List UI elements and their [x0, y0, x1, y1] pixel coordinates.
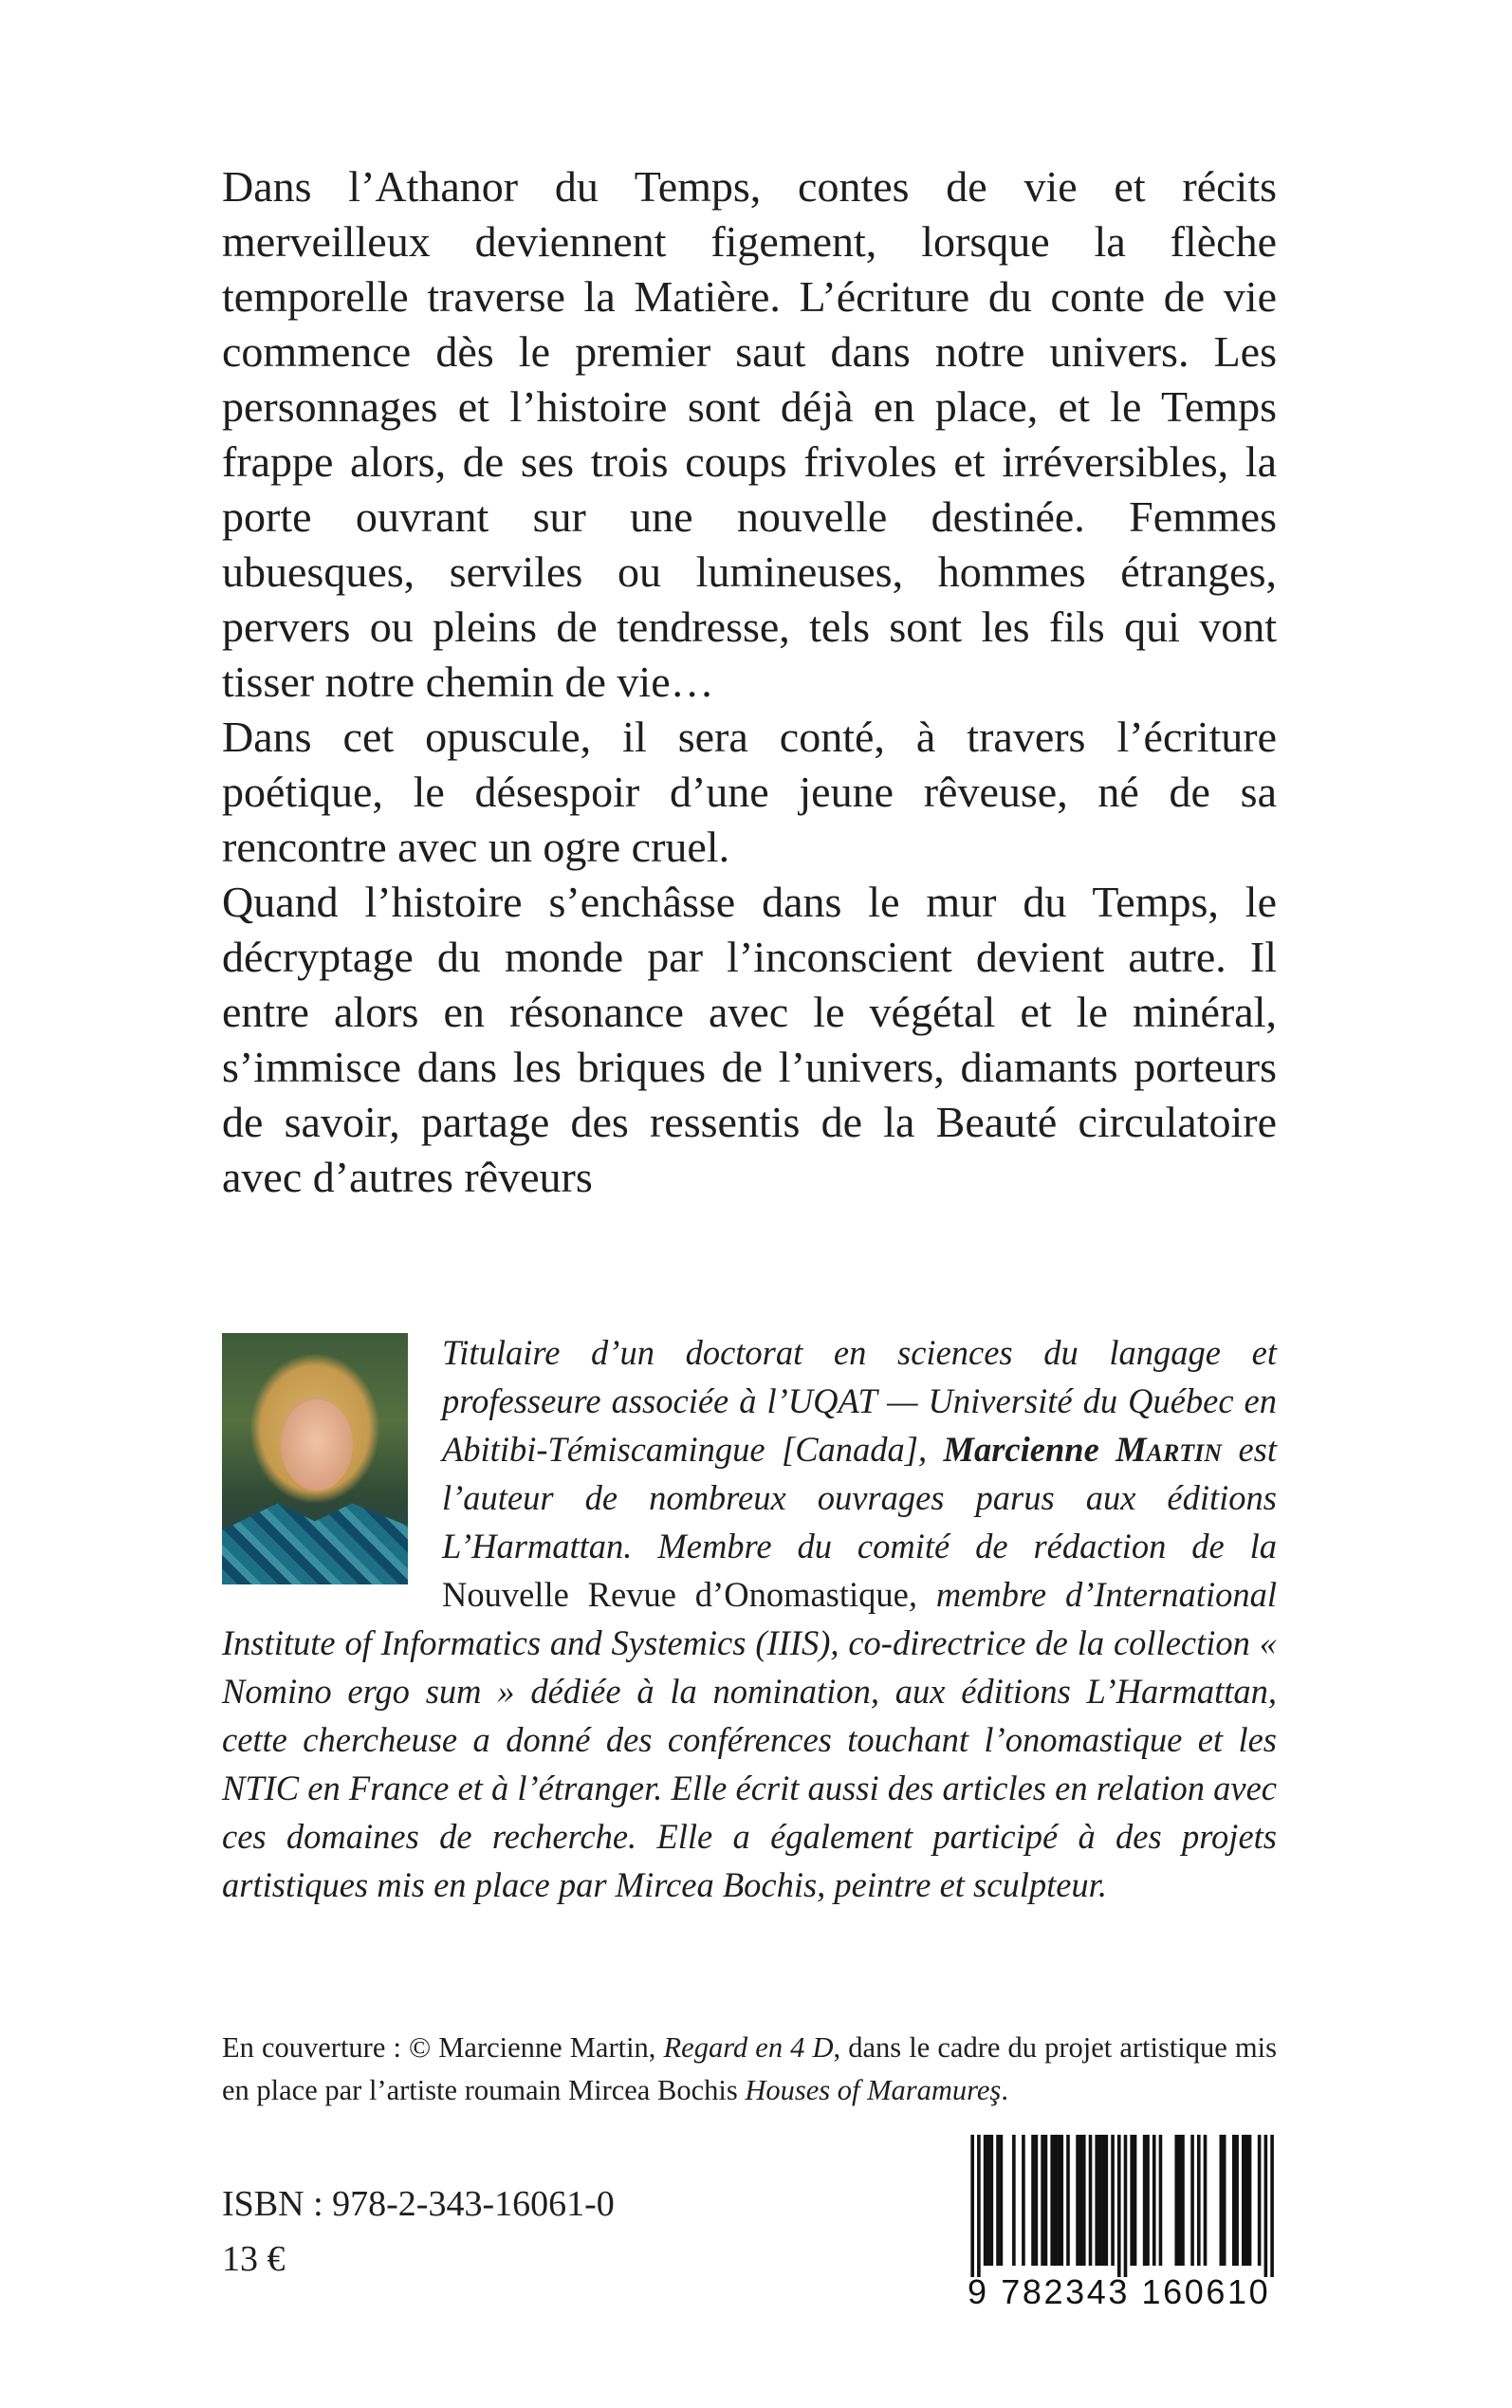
blurb-paragraph-2: Dans cet opuscule, il sera conté, à travers l’écriture poétique, le désespoir d’une jeune rêveuse, né de sa rencontre avec un ogre cruel.: [222, 713, 1277, 871]
barcode-bar: [1124, 2135, 1128, 2277]
barcode-bar: [1044, 2135, 1048, 2266]
bio-text-part-1: Titulaire d’un doctorat en sciences du langage et professeure associée à l’UQAT — Université du Québec en Abitibi-Témiscamingue [Canada],: [442, 1333, 1277, 1469]
barcode-bars: [968, 2135, 1277, 2277]
barcode-bar: [1060, 2135, 1063, 2266]
barcode-bar: [1057, 2135, 1060, 2266]
barcode-bar: [1012, 2135, 1016, 2266]
author-name: [944, 1430, 1223, 1469]
barcode-bar: [1264, 2135, 1268, 2277]
barcode-bar: [1174, 2135, 1178, 2266]
barcode-bar: [1159, 2135, 1163, 2266]
barcode-bar: [970, 2135, 974, 2277]
barcode-bar: [1220, 2135, 1224, 2266]
barcode-bar: [1258, 2135, 1262, 2266]
blurb-paragraph-1: Dans l’Athanor du Temps, contes de vie et récits merveilleux deviennent figement, lorsque la flèche temporelle traverse la Matière. L’écriture du conte de vie commence dès le premier saut dans notre univers. Les personnages et l’histoire sont déjà en place, et le Temps frappe alors, de ses trois coups frivoles et irréversibles, la porte ouvrant sur une nouvelle destinée. Femmes ubuesques, serviles ou lumineuses, hommes étranges, pervers ou pleins de tendresse, tels sont les fils qui vont tisser notre chemin de vie…: [222, 162, 1277, 706]
bio-text-part-2: est l’auteur de nombreux ouvrages parus aux éditions L’Harmattan. Membre du comité de rédaction de la: [442, 1430, 1278, 1565]
barcode-bar: [1197, 2135, 1201, 2266]
barcode-bar: [1178, 2135, 1182, 2266]
barcode-bar: [1143, 2135, 1147, 2266]
barcode-digits: 9 782343 160610: [968, 2272, 1271, 2311]
barcode-bar: [1031, 2135, 1035, 2266]
barcode-bar: [1152, 2135, 1156, 2266]
barcode-bar: [1248, 2135, 1252, 2266]
barcode-bar: [990, 2135, 994, 2266]
barcode-bar: [1111, 2135, 1115, 2266]
barcode-bar: [1181, 2135, 1185, 2266]
barcode-bar: [1223, 2135, 1226, 2266]
barcode-bar: [1134, 2135, 1137, 2266]
credit-prefix: En couverture : © Marcienne Martin,: [222, 2031, 664, 2064]
barcode-bar: [1242, 2135, 1245, 2266]
barcode-bar: [996, 2135, 1000, 2266]
barcode-bar: [986, 2135, 990, 2266]
barcode-bar: [1105, 2135, 1109, 2266]
barcode-bar: [1098, 2135, 1102, 2266]
barcode-bar: [1082, 2135, 1086, 2266]
barcode-bar: [1117, 2135, 1121, 2277]
barcode-bar: [1270, 2135, 1274, 2277]
barcode-bar: [1095, 2135, 1098, 2266]
barcode-bar: [1076, 2135, 1079, 2266]
barcode-bar: [1130, 2135, 1134, 2266]
author-last-name: Martin: [1116, 1430, 1223, 1469]
credit-middle: , dans le cadre du projet artistique mis en place par l’artiste roumain Mircea Bochis: [222, 2031, 1277, 2106]
barcode-bar: [977, 2135, 981, 2277]
barcode-bar: [984, 2135, 987, 2266]
barcode-bar: [1204, 2135, 1208, 2266]
barcode-bar: [1050, 2135, 1054, 2266]
barcode-bar: [1232, 2135, 1236, 2266]
price: 13 €: [222, 2239, 286, 2279]
barcode-bar: [1041, 2135, 1044, 2266]
barcode-bar: [1066, 2135, 1070, 2266]
barcode-bar: [1101, 2135, 1105, 2266]
author-biography: [222, 1328, 1277, 1909]
isbn: ISBN : 978-2-343-16061-0: [222, 2184, 615, 2224]
credit-work-title: Regard en 4 D: [663, 2031, 834, 2064]
blurb-paragraph-3: Quand l’histoire s’enchâsse dans le mur du Temps, le décryptage du monde par l’inconscient devient autre. Il entre alors en résonance avec le végétal et le minéral, s’immisce dans les briques de l’univers, diamants porteurs de savoir, partage des ressentis de la Beauté circulatoire avec d’autres rêveurs: [222, 878, 1277, 1201]
cover-credit: [222, 2027, 1277, 2112]
barcode-bar: [1235, 2135, 1239, 2266]
barcode-bar: [1000, 2135, 1004, 2266]
barcode-bar: [1245, 2135, 1248, 2266]
barcode-bar: [1079, 2135, 1083, 2266]
barcode-bar: [1146, 2135, 1150, 2266]
back-cover-blurb: [222, 159, 1277, 1205]
barcode-bar: [1190, 2135, 1194, 2266]
author-first-name: Marcienne: [943, 1430, 1099, 1469]
bio-text-part-3: , membre d’International Institute of Informatics and Systemics (IIIS), co-directrice de la collection « Nomino ergo sum » dédiée à la nomination, aux éditions L’Harmattan, cette chercheuse a donné des conférences touchant l’onomastique et les NTIC en France et à l’étranger. Elle écrit aussi des articles en relation avec ces domaines de recherche. Elle a également participé à des projets artistiques mis en place par Mircea Bochis, peintre et sculpteur.: [222, 1575, 1277, 1904]
barcode: [968, 2135, 1277, 2315]
credit-suffix: .: [1001, 2074, 1008, 2106]
journal-title: Nouvelle Revue d’Onomastique: [442, 1575, 909, 1614]
author-photo: [222, 1333, 408, 1584]
credit-project-title: Houses of Maramureş: [745, 2074, 1002, 2106]
barcode-bar: [1089, 2135, 1093, 2266]
barcode-bar: [1035, 2135, 1039, 2266]
barcode-bar: [1054, 2135, 1058, 2266]
barcode-bar: [1022, 2135, 1025, 2266]
